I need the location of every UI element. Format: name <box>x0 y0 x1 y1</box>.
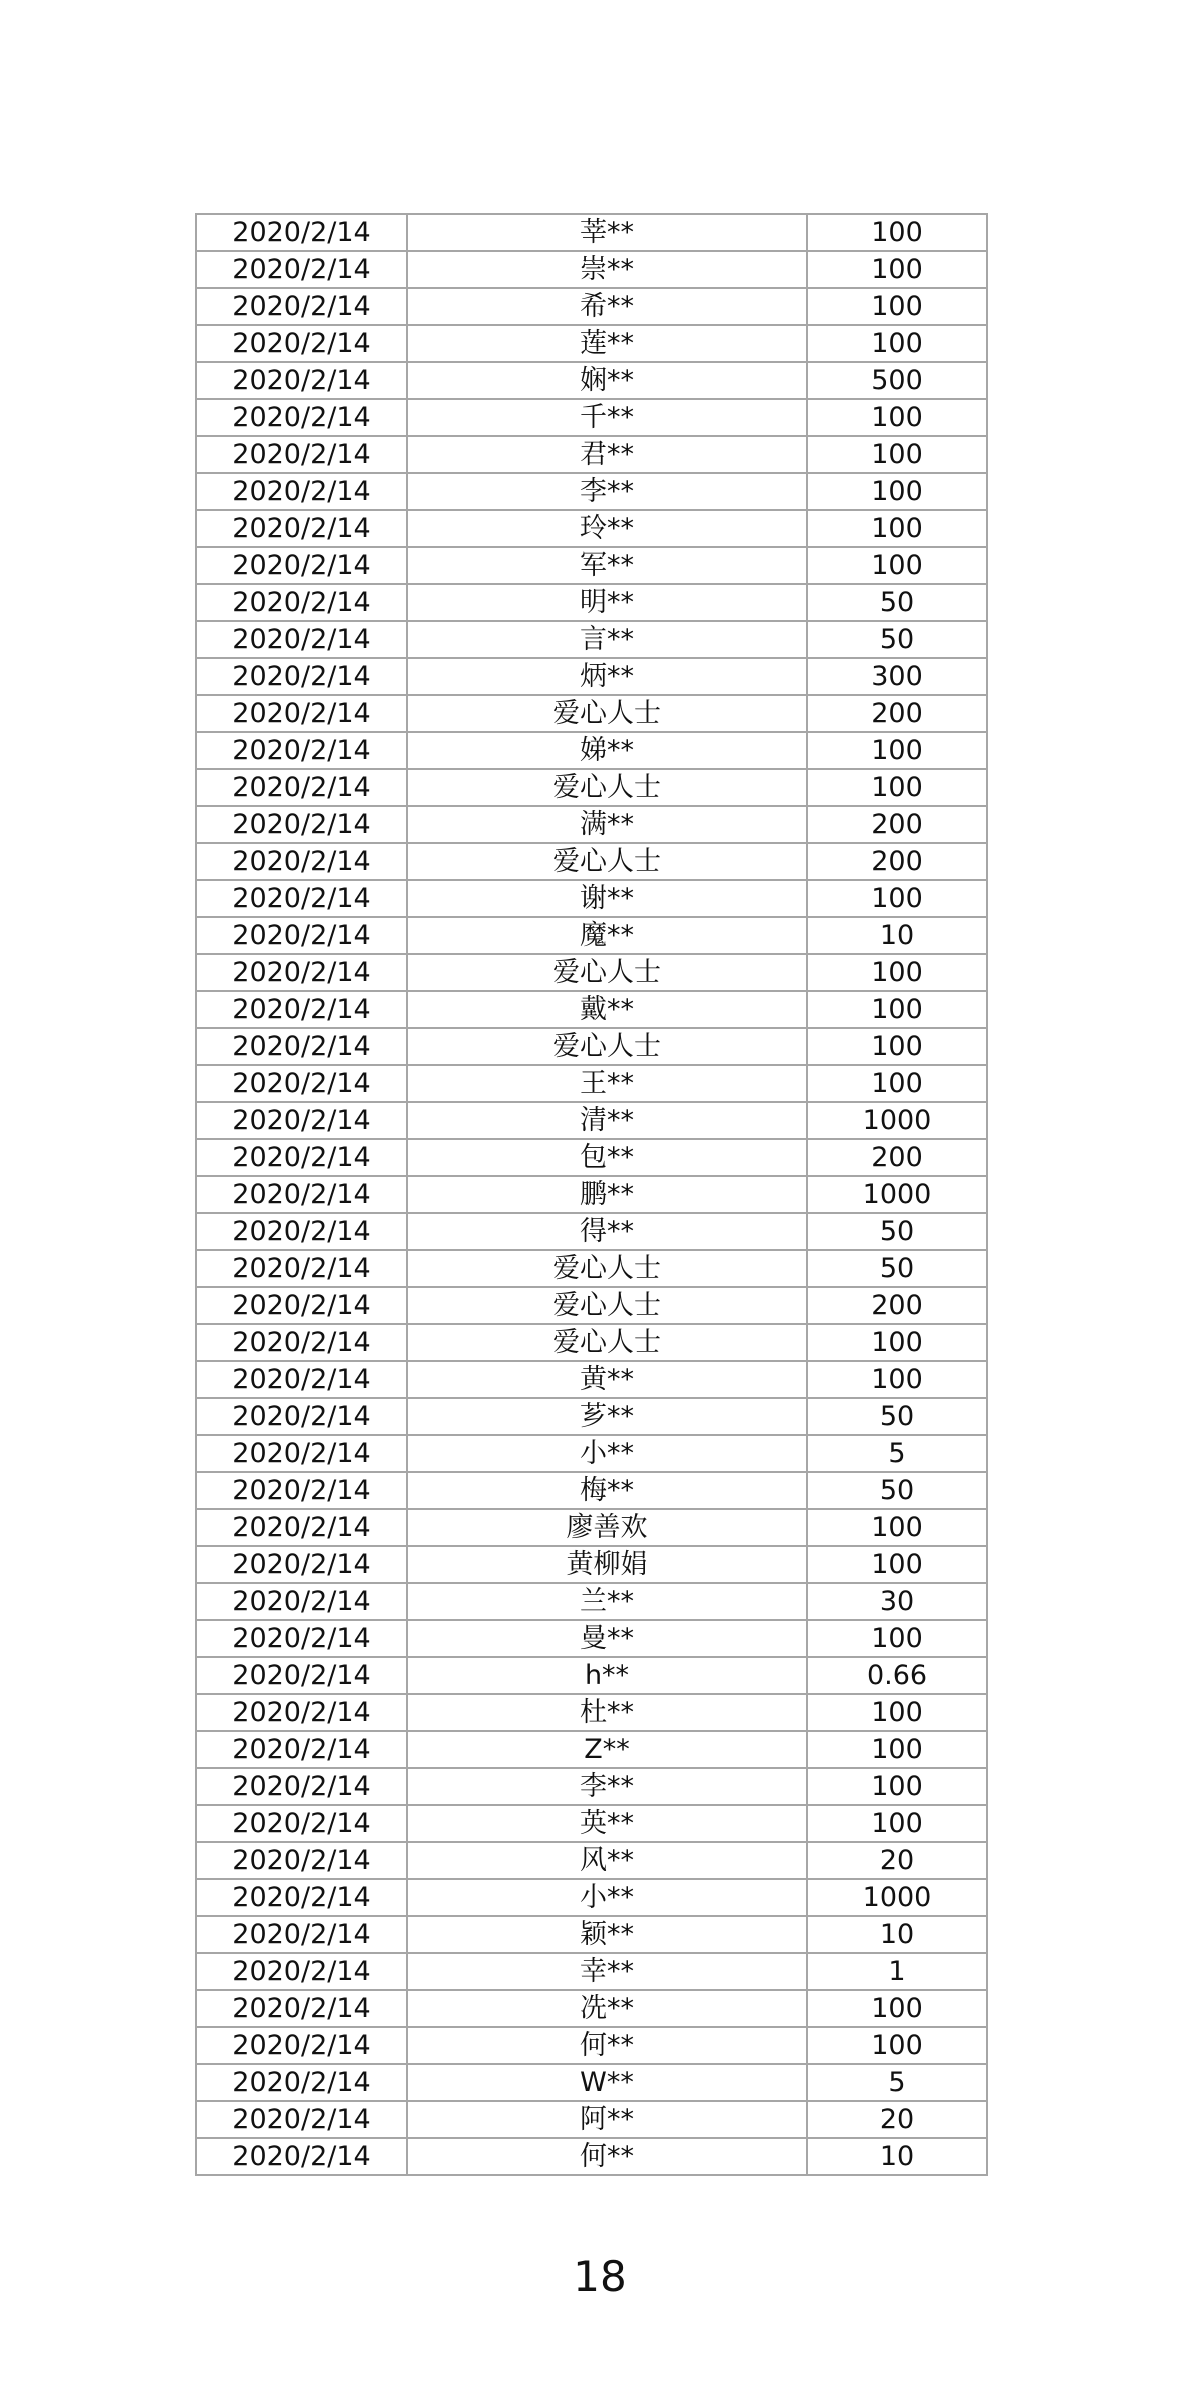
table-row <box>196 991 987 1028</box>
table-row <box>196 547 987 584</box>
date-cell: 2020/2/14 <box>196 399 407 436</box>
table-row <box>196 917 987 954</box>
donor-name-cell: 戴** <box>407 991 807 1028</box>
donor-name-cell: Z** <box>407 1731 807 1768</box>
donor-name-cell: 梅** <box>407 1472 807 1509</box>
date-cell: 2020/2/14 <box>196 1953 407 1990</box>
amount-cell: 100 <box>807 2027 987 2064</box>
donor-name-cell: 幸** <box>407 1953 807 1990</box>
amount-cell: 1000 <box>807 1102 987 1139</box>
table-row <box>196 510 987 547</box>
donor-name-cell: 王** <box>407 1065 807 1102</box>
amount-cell: 100 <box>807 732 987 769</box>
amount-cell: 1000 <box>807 1879 987 1916</box>
donor-name-cell: 何** <box>407 2027 807 2064</box>
donor-name-cell: 鹏** <box>407 1176 807 1213</box>
donor-name-cell: 小** <box>407 1879 807 1916</box>
table-row <box>196 1213 987 1250</box>
donor-name-cell: 满** <box>407 806 807 843</box>
date-cell: 2020/2/14 <box>196 2027 407 2064</box>
table-row <box>196 1398 987 1435</box>
donor-name-cell: 魔** <box>407 917 807 954</box>
donor-name-cell: 黄柳娟 <box>407 1546 807 1583</box>
table-row <box>196 1546 987 1583</box>
date-cell: 2020/2/14 <box>196 880 407 917</box>
date-cell: 2020/2/14 <box>196 1472 407 1509</box>
amount-cell: 100 <box>807 1731 987 1768</box>
table-row <box>196 1990 987 2027</box>
table-row <box>196 954 987 991</box>
date-cell: 2020/2/14 <box>196 1102 407 1139</box>
amount-cell: 20 <box>807 2101 987 2138</box>
table-row <box>196 1065 987 1102</box>
date-cell: 2020/2/14 <box>196 1805 407 1842</box>
amount-cell: 100 <box>807 1028 987 1065</box>
amount-cell: 100 <box>807 325 987 362</box>
table-row <box>196 2138 987 2175</box>
table-row <box>196 325 987 362</box>
amount-cell: 100 <box>807 1768 987 1805</box>
donor-name-cell: 玲** <box>407 510 807 547</box>
date-cell: 2020/2/14 <box>196 1731 407 1768</box>
amount-cell: 100 <box>807 1805 987 1842</box>
table-row <box>196 214 987 251</box>
table-row <box>196 1805 987 1842</box>
date-cell: 2020/2/14 <box>196 843 407 880</box>
date-cell: 2020/2/14 <box>196 1990 407 2027</box>
amount-cell: 100 <box>807 1065 987 1102</box>
table-row <box>196 732 987 769</box>
table-row <box>196 473 987 510</box>
amount-cell: 100 <box>807 991 987 1028</box>
amount-cell: 10 <box>807 917 987 954</box>
date-cell: 2020/2/14 <box>196 917 407 954</box>
table-row <box>196 695 987 732</box>
amount-cell: 10 <box>807 2138 987 2175</box>
donation-table-body <box>196 214 987 2175</box>
donor-name-cell: 爱心人士 <box>407 769 807 806</box>
table-row <box>196 1176 987 1213</box>
donor-name-cell: 君** <box>407 436 807 473</box>
date-cell: 2020/2/14 <box>196 251 407 288</box>
table-row <box>196 288 987 325</box>
date-cell: 2020/2/14 <box>196 1361 407 1398</box>
donor-name-cell: 英** <box>407 1805 807 1842</box>
donor-name-cell: 清** <box>407 1102 807 1139</box>
donor-name-cell: 娴** <box>407 362 807 399</box>
amount-cell: 100 <box>807 288 987 325</box>
date-cell: 2020/2/14 <box>196 1694 407 1731</box>
donor-name-cell: 李** <box>407 1768 807 1805</box>
date-cell: 2020/2/14 <box>196 621 407 658</box>
amount-cell: 1000 <box>807 1176 987 1213</box>
donor-name-cell: 黄** <box>407 1361 807 1398</box>
donor-name-cell: 爱心人士 <box>407 843 807 880</box>
date-cell: 2020/2/14 <box>196 436 407 473</box>
amount-cell: 50 <box>807 1250 987 1287</box>
date-cell: 2020/2/14 <box>196 658 407 695</box>
amount-cell: 1 <box>807 1953 987 1990</box>
amount-cell: 50 <box>807 1472 987 1509</box>
date-cell: 2020/2/14 <box>196 1435 407 1472</box>
date-cell: 2020/2/14 <box>196 214 407 251</box>
amount-cell: 100 <box>807 473 987 510</box>
donor-name-cell: 曼** <box>407 1620 807 1657</box>
amount-cell: 100 <box>807 251 987 288</box>
date-cell: 2020/2/14 <box>196 1065 407 1102</box>
date-cell: 2020/2/14 <box>196 2101 407 2138</box>
amount-cell: 10 <box>807 1916 987 1953</box>
table-row <box>196 1768 987 1805</box>
table-row <box>196 1657 987 1694</box>
amount-cell: 100 <box>807 399 987 436</box>
amount-cell: 50 <box>807 1213 987 1250</box>
table-row <box>196 1472 987 1509</box>
date-cell: 2020/2/14 <box>196 695 407 732</box>
date-cell: 2020/2/14 <box>196 1398 407 1435</box>
donor-name-cell: 言** <box>407 621 807 658</box>
donor-name-cell: 莘** <box>407 214 807 251</box>
amount-cell: 100 <box>807 954 987 991</box>
donor-name-cell: 爱心人士 <box>407 1287 807 1324</box>
date-cell: 2020/2/14 <box>196 1583 407 1620</box>
donor-name-cell: 芗** <box>407 1398 807 1435</box>
amount-cell: 100 <box>807 769 987 806</box>
amount-cell: 100 <box>807 1324 987 1361</box>
table-row <box>196 658 987 695</box>
date-cell: 2020/2/14 <box>196 1657 407 1694</box>
date-cell: 2020/2/14 <box>196 510 407 547</box>
donor-name-cell: 杜** <box>407 1694 807 1731</box>
date-cell: 2020/2/14 <box>196 325 407 362</box>
date-cell: 2020/2/14 <box>196 991 407 1028</box>
amount-cell: 200 <box>807 1287 987 1324</box>
table-row <box>196 1250 987 1287</box>
amount-cell: 100 <box>807 1361 987 1398</box>
amount-cell: 100 <box>807 880 987 917</box>
amount-cell: 100 <box>807 1509 987 1546</box>
date-cell: 2020/2/14 <box>196 2064 407 2101</box>
donor-name-cell: 何** <box>407 2138 807 2175</box>
table-row <box>196 1731 987 1768</box>
donor-name-cell: 明** <box>407 584 807 621</box>
date-cell: 2020/2/14 <box>196 1842 407 1879</box>
donor-name-cell: 阿** <box>407 2101 807 2138</box>
donor-name-cell: W** <box>407 2064 807 2101</box>
donor-name-cell: 希** <box>407 288 807 325</box>
page-number: 18 <box>573 2252 627 2301</box>
date-cell: 2020/2/14 <box>196 769 407 806</box>
amount-cell: 200 <box>807 695 987 732</box>
table-row <box>196 1324 987 1361</box>
date-cell: 2020/2/14 <box>196 1768 407 1805</box>
table-row <box>196 2101 987 2138</box>
table-row <box>196 769 987 806</box>
table-row <box>196 1916 987 1953</box>
donor-name-cell: 谢** <box>407 880 807 917</box>
table-row <box>196 1028 987 1065</box>
amount-cell: 200 <box>807 806 987 843</box>
donor-name-cell: 廖善欢 <box>407 1509 807 1546</box>
donor-name-cell: 千** <box>407 399 807 436</box>
amount-cell: 30 <box>807 1583 987 1620</box>
donor-name-cell: 风** <box>407 1842 807 1879</box>
donor-name-cell: 爱心人士 <box>407 1324 807 1361</box>
amount-cell: 50 <box>807 1398 987 1435</box>
table-row <box>196 399 987 436</box>
donor-name-cell: 炳** <box>407 658 807 695</box>
donor-name-cell: 冼** <box>407 1990 807 2027</box>
table-row <box>196 1287 987 1324</box>
date-cell: 2020/2/14 <box>196 1028 407 1065</box>
table-row <box>196 2027 987 2064</box>
amount-cell: 0.66 <box>807 1657 987 1694</box>
table-row <box>196 251 987 288</box>
table-row <box>196 2064 987 2101</box>
amount-cell: 100 <box>807 1990 987 2027</box>
date-cell: 2020/2/14 <box>196 547 407 584</box>
amount-cell: 100 <box>807 510 987 547</box>
date-cell: 2020/2/14 <box>196 1324 407 1361</box>
donor-name-cell: 爱心人士 <box>407 695 807 732</box>
table-row <box>196 1139 987 1176</box>
date-cell: 2020/2/14 <box>196 1916 407 1953</box>
table-row <box>196 584 987 621</box>
amount-cell: 100 <box>807 1694 987 1731</box>
table-row <box>196 1583 987 1620</box>
date-cell: 2020/2/14 <box>196 1287 407 1324</box>
table-row <box>196 621 987 658</box>
date-cell: 2020/2/14 <box>196 2138 407 2175</box>
date-cell: 2020/2/14 <box>196 1176 407 1213</box>
date-cell: 2020/2/14 <box>196 1509 407 1546</box>
donor-name-cell: 兰** <box>407 1583 807 1620</box>
amount-cell: 5 <box>807 2064 987 2101</box>
table-row <box>196 362 987 399</box>
date-cell: 2020/2/14 <box>196 1879 407 1916</box>
donor-name-cell: 颖** <box>407 1916 807 1953</box>
date-cell: 2020/2/14 <box>196 954 407 991</box>
date-cell: 2020/2/14 <box>196 362 407 399</box>
date-cell: 2020/2/14 <box>196 1250 407 1287</box>
table-row <box>196 1509 987 1546</box>
table-row <box>196 1879 987 1916</box>
amount-cell: 300 <box>807 658 987 695</box>
donor-name-cell: 娣** <box>407 732 807 769</box>
amount-cell: 100 <box>807 547 987 584</box>
table-row <box>196 843 987 880</box>
amount-cell: 5 <box>807 1435 987 1472</box>
donor-name-cell: 爱心人士 <box>407 954 807 991</box>
donor-name-cell: 爱心人士 <box>407 1028 807 1065</box>
date-cell: 2020/2/14 <box>196 806 407 843</box>
date-cell: 2020/2/14 <box>196 473 407 510</box>
amount-cell: 50 <box>807 584 987 621</box>
donor-name-cell: 爱心人士 <box>407 1250 807 1287</box>
date-cell: 2020/2/14 <box>196 1213 407 1250</box>
donation-table <box>195 213 988 2176</box>
amount-cell: 20 <box>807 1842 987 1879</box>
table-row <box>196 806 987 843</box>
table-row <box>196 1842 987 1879</box>
date-cell: 2020/2/14 <box>196 732 407 769</box>
table-row <box>196 880 987 917</box>
date-cell: 2020/2/14 <box>196 1139 407 1176</box>
donor-name-cell: 包** <box>407 1139 807 1176</box>
donor-name-cell: h** <box>407 1657 807 1694</box>
amount-cell: 500 <box>807 362 987 399</box>
donor-name-cell: 莲** <box>407 325 807 362</box>
amount-cell: 200 <box>807 843 987 880</box>
date-cell: 2020/2/14 <box>196 288 407 325</box>
amount-cell: 100 <box>807 214 987 251</box>
donor-name-cell: 军** <box>407 547 807 584</box>
donor-name-cell: 小** <box>407 1435 807 1472</box>
table-row <box>196 1953 987 1990</box>
amount-cell: 200 <box>807 1139 987 1176</box>
date-cell: 2020/2/14 <box>196 584 407 621</box>
amount-cell: 100 <box>807 1546 987 1583</box>
table-row <box>196 1620 987 1657</box>
table-row <box>196 1694 987 1731</box>
amount-cell: 50 <box>807 621 987 658</box>
table-row <box>196 436 987 473</box>
amount-cell: 100 <box>807 436 987 473</box>
date-cell: 2020/2/14 <box>196 1620 407 1657</box>
donor-name-cell: 得** <box>407 1213 807 1250</box>
table-row <box>196 1102 987 1139</box>
donor-name-cell: 崇** <box>407 251 807 288</box>
date-cell: 2020/2/14 <box>196 1546 407 1583</box>
donor-name-cell: 李** <box>407 473 807 510</box>
table-row <box>196 1361 987 1398</box>
amount-cell: 100 <box>807 1620 987 1657</box>
table-row <box>196 1435 987 1472</box>
